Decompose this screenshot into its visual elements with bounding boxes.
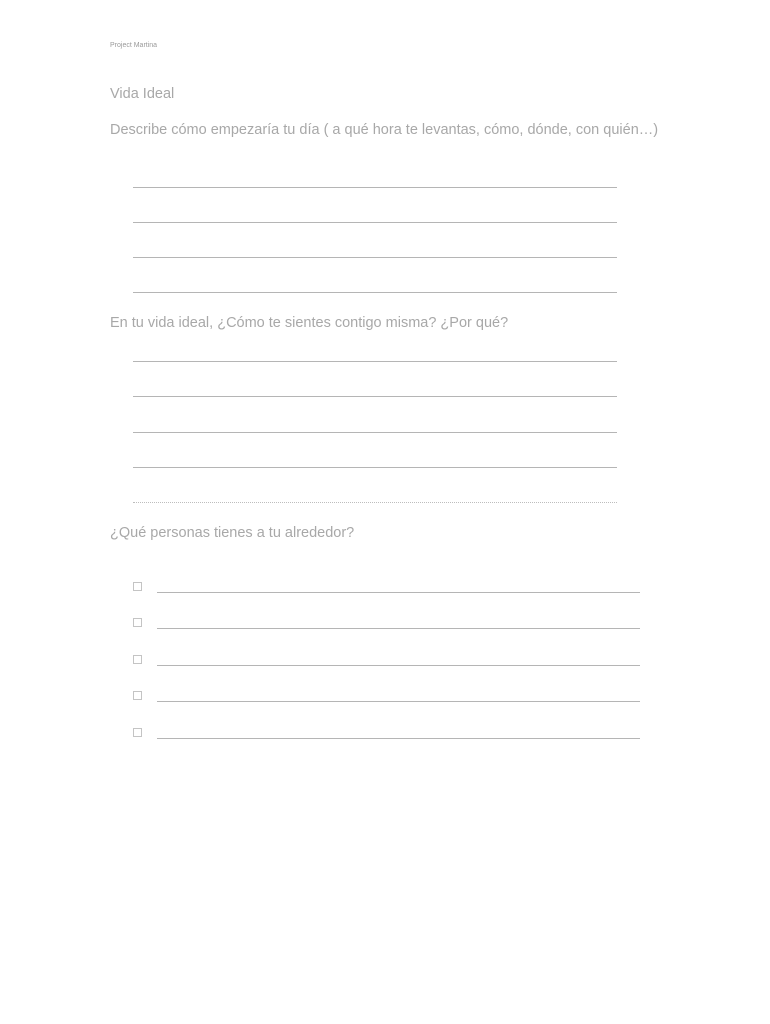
checklist-answer-line[interactable] <box>157 665 640 666</box>
question-3: ¿Qué personas tienes a tu alrededor? <box>110 525 355 541</box>
document-title: Vida Ideal <box>110 86 175 102</box>
question-2: En tu vida ideal, ¿Cómo te sientes contigo misma? ¿Por qué? <box>110 315 509 331</box>
question-1: Describe cómo empezaría tu día ( a qué hora te levantas, cómo, dónde, con quién…) <box>110 122 659 138</box>
checkbox-icon[interactable] <box>133 691 142 700</box>
answer-line[interactable] <box>133 467 617 468</box>
answer-line[interactable] <box>133 222 617 223</box>
checkbox-icon[interactable] <box>133 582 142 591</box>
checklist-answer-line[interactable] <box>157 592 640 593</box>
checklist-answer-line[interactable] <box>157 738 640 739</box>
checklist-answer-line[interactable] <box>157 701 640 702</box>
answer-line[interactable] <box>133 502 617 503</box>
answer-line[interactable] <box>133 187 617 188</box>
answer-line[interactable] <box>133 396 617 397</box>
checkbox-icon[interactable] <box>133 618 142 627</box>
answer-line[interactable] <box>133 257 617 258</box>
page-header-label: Project Martina <box>110 42 158 49</box>
checklist-answer-line[interactable] <box>157 628 640 629</box>
checkbox-icon[interactable] <box>133 655 142 664</box>
answer-line[interactable] <box>133 292 617 293</box>
answer-line[interactable] <box>133 361 617 362</box>
answer-line[interactable] <box>133 432 617 433</box>
checkbox-icon[interactable] <box>133 728 142 737</box>
